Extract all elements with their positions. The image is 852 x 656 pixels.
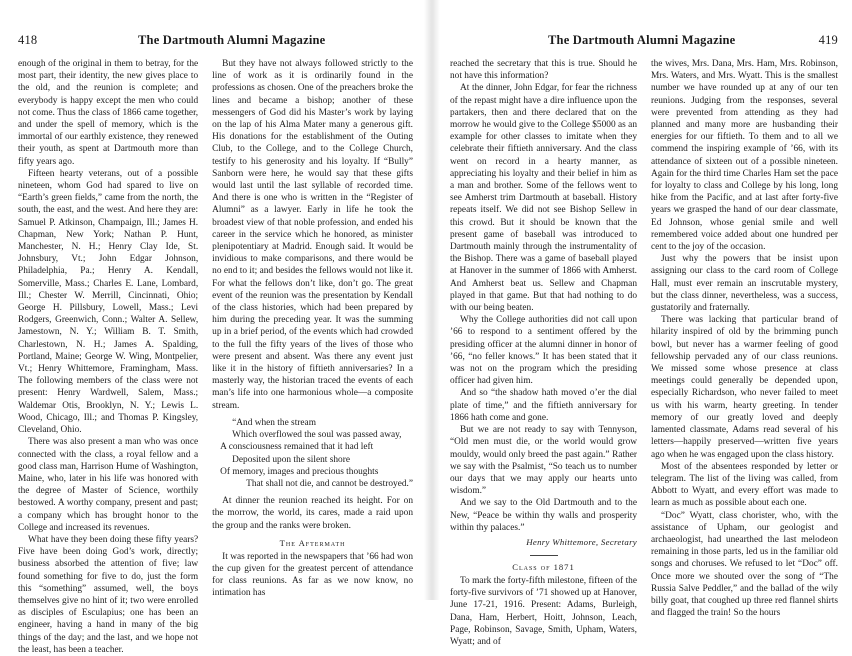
paragraph: Just why the powers that be insist upon assigning our class to the card room of College Hall, must ever remain an inscrutable mystery, but the class dinner, nevertheless, was a success, gustatorily and fraternally.	[651, 254, 838, 314]
left-column-2	[212, 58, 413, 599]
verse-line: “And when the stream	[232, 417, 316, 428]
right-page-number: 419	[818, 33, 838, 47]
right-page	[450, 0, 838, 647]
paragraph: And we say to the Old Dartmouth and to the New, “Peace be within thy walls and prosperity within thy palaces.”	[450, 498, 637, 533]
left-page-number: 418	[18, 33, 38, 47]
paragraph: Why the College authorities did not call upon ’66 to respond to a sentiment offered by the presiding officer at the alumni dinner in honor of ’66, “no feller knows.” It has been stated that it was not on the program which the presiding officer had given him.	[450, 315, 637, 387]
verse-line: Which overflowed the soul was passed away,	[232, 430, 402, 441]
page-gutter	[424, 0, 440, 600]
verse-line: Of memory, images and precious thoughts	[220, 466, 379, 477]
left-page	[18, 0, 413, 655]
paragraph: And so “the shadow hath moved o’er the dial plate of time,” and the fiftieth anniversary for 1866 hath come and gone.	[450, 388, 637, 423]
paragraph: It was reported in the newspapers that ’66 had won the cup given for the greatest percent of attendance for class reunions. As far as we now know, no intimation has	[212, 551, 413, 599]
paragraph: At dinner the reunion reached its height. For on the morrow, the world, its cares, made a raid upon the group and the ranks were broken.	[212, 496, 413, 531]
right-running-head	[450, 33, 838, 49]
section-heading-aftermath: The Aftermath	[279, 537, 346, 548]
left-columns	[18, 58, 413, 655]
paragraph: But they have not always followed strictly to the line of work as it is ordinarily found in the professions as chosen. One of the preachers broke the lines and became a bishop; another of these messengers of God did his Master’s work by laying on the lap of his Alma Mater many a generous gift. His donations for the establishment of the Outing Club, to the College, and to the College Church, testify to his generosity and his loyalty. If “Bully” Sanborn were here, he would say that these gifts would last until the last syllable of recorded time. And there is one who is written in the “Register of Alumni” as a lawyer. Early in life he took the broadest view of that noble profession, and ended his career in the service which he honored, as minister plenipotentiary at Madrid. Enough said. It would be invidious to make comparisons, and there would be no end to it; and besides the fellows would not like it. For what the fellows don’t like, don’t go. The great event of the reunion was the presentation by Kendall of the class histories, which had been prepared by him during the preceding year. It was the summing up in a brief period, of the events which had crowded to the full the fifty years of the lives of those who were present and absent. Was there any event just like it in the history of fiftieth anniversaries? In a masterly way, the historian traced the events of each man’s life into one harmonious whole—a composite stream.	[212, 59, 413, 411]
section-heading-class-of-1871: Class of 1871	[512, 561, 575, 572]
paragraph: There was lacking that particular brand of hilarity inspired of old by the brimming punch bowl, but never has a warmer feeling of good fellowship pervaded any of our class reunions. We missed some whose presence at class meetings could generally be depended upon, especially Richardson, who never failed to meet us with his warm, hearty greeting. In tender memory of our greatly loved and deeply lamented classmate, Adams read several of his letters—happily preserved—written five years ago when he was engaged upon the class history.	[651, 315, 838, 460]
left-running-head	[18, 33, 413, 49]
right-column-2	[651, 58, 838, 619]
paragraph: To mark the forty-fifth milestone, fifteen of the forty-five survivors of ’71 showed up at Hanover, June 17-21, 1916. Present: Adams, Burleigh, Dana, Ham, Herbert, Hoitt, Johnson, Leach, Page, Robinson, Savage, Smith, Upham, Waters, Wyatt; and of	[450, 575, 637, 647]
verse-line: A consciousness remained that it had left	[220, 442, 374, 453]
paragraph: But we are not ready to say with Tennyson, “Old men must die, or the world would grow mouldy, would only breed the past again.” Rather we say with the Psalmist, “So teach us to number our days that we may apply our hearts unto wisdom.”	[450, 425, 637, 497]
right-columns	[450, 58, 838, 647]
right-column-1	[450, 58, 637, 647]
left-column-1	[18, 58, 199, 655]
left-running-title: The Dartmouth Alumni Magazine	[138, 33, 326, 47]
paragraph: Most of the absentees responded by letter or telegram. The list of the living was called, from Abbott to Wyatt, and every effort was made to learn as much as possible about each one.	[651, 461, 838, 509]
paragraph: Fifteen hearty veterans, out of a possible nineteen, whom God had spared to live on “Earth’s green fields,” came from the north, the south, the east, and the west. And here they are: Samuel P. Atkinson, Champaign, Ill.; James H. Chapman, New York; Nathan P. Hunt, Manchester, N. H.; Henry Clay Ide, St. Johnsbury, Vt.; John Edgar Johnson, Philadelphia, Pa.; Henry A. Kendall, Somerville, Mass.; Charles E. Lane, Lombard, Ill.; Chester W. Merrill, Cincinnati, Ohio; George H. Pillsbury, Lowell, Mass.; Levi Rodgers, Greenwich, Conn.; Walter A. Sellew, Jamestown, N. Y.; William B. T. Smith, Charlestown, N. H.; James A. Spalding, Portland, Maine; George W. Wing, Montpelier, Vt.; Henry Whittemore, Framingham, Mass. The following members of the class were not present: Henry Wardwell, Salem, Mass.; Waldemar Otis, Brooklyn, N. Y.; Lewis L. Wood, Chicago, Ill.; and Thomas P. Kingsley, Cleveland, Ohio.	[18, 168, 199, 436]
paragraph: enough of the original in them to betray, for the most part, their identity, the new gives place to the old, and the reunion is complete; and everybody is happy except the men who could not come. Thus the class of 1866 came together, and under the spell of memory, which is the immortal of our earthly existence, they renewed their youth, as spent at Dartmouth more than fifty years ago.	[18, 59, 199, 167]
secretary-signature: Henry Whittemore, Secretary	[526, 536, 637, 547]
paragraph: What have they been doing these fifty years? Five have been doing God’s work, directly; business absorbed the attention of five; law found something for five to do, just the form this “something” assumed, well, the boys themselves give no hint of it; two were enrolled as disciples of Esculapius; one has been an engineer, having a hand in many of the big things of the day; and the last, and we hope not the least, has been a teacher.	[18, 534, 199, 655]
right-running-title: The Dartmouth Alumni Magazine	[548, 33, 736, 47]
paragraph: At the dinner, John Edgar, for fear the richness of the repast might have a dire influence upon the partakers, then and there declared that on the morrow he would give to the College $5000 as an example for other classes to imitate when they celebrate their fiftieth anniversary. And the class went on record in a hearty manner, as appreciating his loyalty and their belief in him as a man and brother. Some of the fellows went to see Amherst trim Dartmouth at baseball. History repeats itself. We did not see Bishop Sellew in this crowd. But it should be known that the present game of baseball was introduced to Dartmouth mainly through the instrumentality of the Bishop. There was a game of baseball played at Hanover in the summer of 1866 with Amherst. And Amherst beat us. Sellew and Chapman played in that game. But that had nothing to do with our being beaten.	[450, 83, 637, 314]
paragraph: There was also present a man who was once connected with the class, a royal fellow and a good class man, Harrison Hume of Washington, Maine, who, later in his life was honored with the degree of Master of Science, worthily bestowed. A worthy company, present and past; a company which has brought honor to the College and increased its revenues.	[18, 437, 199, 533]
paragraph: reached the secretary that this is true. Should he not have this information?	[450, 59, 637, 82]
verse-line: That shall not die, and cannot be destroyed.”	[246, 478, 413, 489]
paragraph: “Doc” Wyatt, class chorister, who, with the assistance of Upham, our geologist and archaeologist, had unearthed the last melodeon remaining in those parts, led us in the familiar old songs and choruses. We refused to let “Doc” off. Once more we shouted over the song of “The Russia Salve Peddler,” and the ballad of the wily billy goat, that coughed up three red flannel shirts and flagged the train! So the hours	[651, 510, 838, 619]
verse-line: Deposited upon the silent shore	[232, 454, 350, 465]
paragraph: the wives, Mrs. Dana, Mrs. Ham, Mrs. Robinson, Mrs. Waters, and Mrs. Wyatt. This is the smallest number we have rounded up at any of our ten reunions. Judging from the responses, several were prevented from attending as they had planned and many more are husbanding their energies for our fiftieth. To them and to all we commend the inspiring example of ’66, with its attendance of sixteen out of a possible nineteen. Again for the third time Charles Ham set the pace for loyalty to class and College by his long, long hike from the Pacific, and at last after forty-five years we grasped the hand of our dear classmate, Ed Johnson, whose genial smile and well remembered voice added about one hundred per cent to the joy of the occasion.	[651, 59, 838, 253]
section-divider	[530, 555, 558, 556]
quoted-verse	[220, 417, 413, 490]
